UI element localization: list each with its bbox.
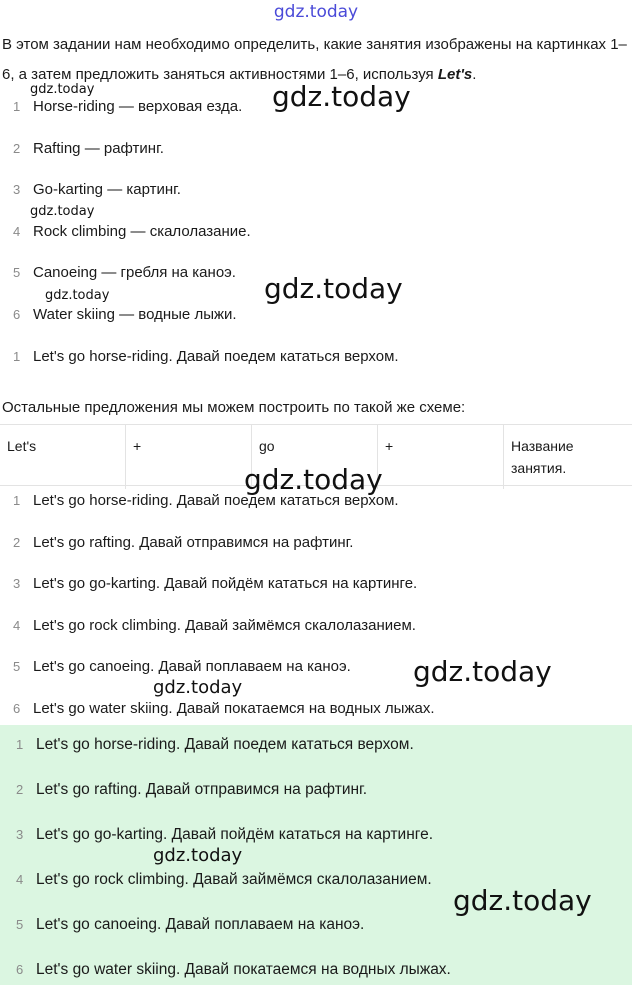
list-item — [0, 616, 632, 658]
item-text: Go-karting — картинг. — [33, 181, 181, 199]
list-item — [0, 139, 632, 181]
watermark: gdz.today — [453, 884, 592, 917]
list-item — [0, 97, 632, 139]
scheme-cell: go — [252, 425, 378, 489]
item-text: Let's go rock climbing. Давай займёмся скалолазанием. — [33, 616, 416, 634]
item-text: Horse-riding — верховая езда. — [33, 98, 243, 115]
list-item — [0, 180, 632, 222]
item-text: Let's go go-karting. Давай пойдём кататься на картинге. — [36, 826, 434, 843]
list-item — [0, 915, 632, 960]
watermark: gdz.today — [413, 655, 552, 688]
item-text: Let's go go-karting. Давай пойдём кататься на картинге. — [33, 575, 418, 593]
list-item — [0, 870, 632, 915]
item-number: 4 — [13, 617, 21, 633]
scheme-cell: Let's — [0, 425, 126, 489]
intro-end: . — [472, 66, 477, 83]
item-number: 4 — [13, 223, 21, 239]
watermark: gdz.today — [244, 463, 383, 496]
item-number: 5 — [16, 917, 24, 932]
item-number: 3 — [16, 827, 24, 842]
item-number: 1 — [13, 99, 21, 114]
item-number: 6 — [16, 962, 24, 977]
scheme-cell: + — [126, 425, 252, 489]
item-number: 2 — [13, 534, 21, 550]
answer-list — [0, 735, 632, 1005]
watermark: gdz.today — [30, 82, 95, 97]
item-text: Let's go rafting. Давай отправимся на рафтинг. — [33, 533, 354, 551]
watermark: gdz.today — [264, 272, 403, 305]
item-text: Let's go horse-riding. Давай поедем кататься верхом. — [33, 347, 399, 365]
scheme-cell: Название занятия. — [511, 438, 574, 476]
item-text: Let's go horse-riding. Давай поедем кататься верхом. — [33, 492, 399, 509]
watermark: gdz.today — [30, 204, 95, 219]
item-number: 2 — [13, 140, 21, 156]
watermark: gdz.today — [272, 80, 411, 113]
answer-block — [0, 725, 632, 985]
header-watermark: gdz.today — [273, 2, 359, 22]
list-item — [0, 574, 632, 616]
item-number: 3 — [13, 576, 21, 592]
item-number: 5 — [13, 265, 21, 281]
list-item — [0, 960, 632, 1005]
item-text: Let's go horse-riding. Давай поедем кататься верхом. — [36, 736, 414, 753]
item-number: 1 — [13, 493, 21, 508]
list-item — [0, 222, 632, 264]
item-number: 6 — [13, 306, 21, 322]
item-number: 1 — [13, 348, 21, 364]
list-item — [0, 657, 632, 699]
item-number: 4 — [16, 872, 24, 887]
list-item — [0, 780, 632, 825]
translation-list — [0, 97, 632, 388]
intro-paragraph — [2, 30, 630, 90]
item-number: 2 — [16, 782, 24, 797]
section-text: Остальные предложения мы можем построить по такой же схеме: — [2, 399, 466, 416]
scheme-table — [0, 424, 632, 486]
item-text: Water skiing — водные лыжи. — [33, 305, 237, 323]
watermark: gdz.today — [45, 288, 110, 303]
list-item — [0, 735, 632, 780]
watermark: gdz.today — [153, 845, 243, 866]
item-text: Let's go water skiing. Давай покатаемся на водных лыжах. — [33, 699, 435, 717]
item-number: 5 — [13, 659, 21, 675]
item-text: Let's go water skiing. Давай покатаемся на водных лыжах. — [36, 961, 451, 978]
item-text: Canoeing — гребля на каноэ. — [33, 264, 236, 282]
item-text: Let's go canoeing. Давай поплаваем на каноэ. — [33, 658, 351, 676]
sentence-list — [0, 491, 632, 741]
item-number: 6 — [13, 700, 21, 716]
list-item — [0, 305, 632, 347]
item-number: 3 — [13, 182, 21, 198]
item-number: 1 — [16, 737, 24, 752]
list-item — [0, 347, 632, 389]
intro-text: В этом задании нам необходимо определить, какие занятия изображены на картинках 1–6, а затем предложить заняться активностями 1–6, используя — [2, 36, 627, 83]
watermark: gdz.today — [153, 677, 243, 698]
item-text: Rafting — рафтинг. — [33, 139, 164, 157]
item-text: Let's go rock climbing. Давай займёмся скалолазанием. — [36, 871, 432, 888]
intro-emphasis: Let's — [437, 66, 473, 83]
scheme-cell: + — [378, 425, 504, 489]
list-item — [0, 263, 632, 305]
item-text: Let's go canoeing. Давай поплаваем на каноэ. — [36, 916, 365, 933]
item-text: Rock climbing — скалолазание. — [33, 222, 251, 240]
list-item — [0, 491, 632, 533]
list-item — [0, 533, 632, 575]
list-item — [0, 825, 632, 870]
item-text: Let's go rafting. Давай отправимся на рафтинг. — [36, 781, 368, 798]
